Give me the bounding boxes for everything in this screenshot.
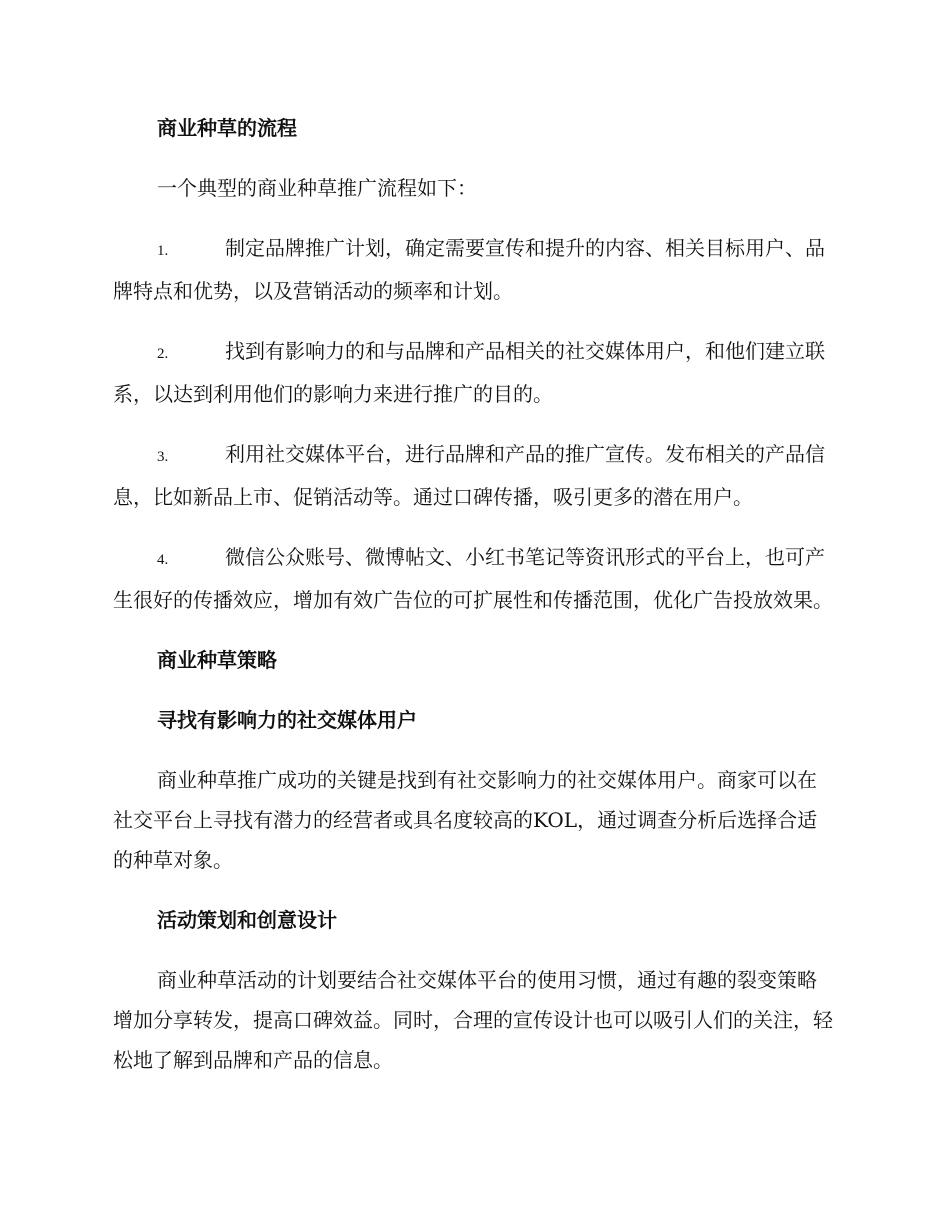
list-text: 微信公众账号、微博帖文、小红书笔记等资讯形式的平台上，也可产生很好的传播效应，增加有效广告位的可扩展性和传播范围，优化广告投放效果。 <box>113 545 833 612</box>
influencer-paragraph: 商业种草推广成功的关键是找到有社交影响力的社交媒体用户。商家可以在社交平台上寻找有潜力的经营者或具名度较高的KOL，通过调查分析后选择合适的种草对象。 <box>113 768 818 872</box>
list-number: 4. <box>157 552 169 568</box>
process-heading: 商业种草的流程 <box>157 116 297 140</box>
list-text: 制定品牌推广计划，确定需要宣传和提升的内容、相关目标用户、品牌特点和优势，以及营销活动的频率和计划。 <box>113 236 825 303</box>
list-item <box>113 537 836 620</box>
process-intro: 一个典型的商业种草推广流程如下： <box>157 176 477 200</box>
list-number: 2. <box>157 346 169 362</box>
list-number: 1. <box>157 243 169 259</box>
list-item <box>113 228 836 311</box>
list-text: 利用社交媒体平台，进行品牌和产品的推广宣传。发布相关的产品信息，比如新品上市、促销活动等。通过口碑传播，吸引更多的潜在用户。 <box>113 442 825 509</box>
strategy-heading: 商业种草策略 <box>157 648 277 672</box>
list-item <box>113 331 836 414</box>
list-item <box>113 434 836 517</box>
campaign-paragraph: 商业种草活动的计划要结合社交媒体平台的使用习惯，通过有趣的裂变策略增加分享转发，提高口碑效益。同时，合理的宣传设计也可以吸引人们的关注，轻松地了解到品牌和产品的信息。 <box>113 968 833 1072</box>
list-number: 3. <box>157 449 169 465</box>
list-text: 找到有影响力的和与品牌和产品相关的社交媒体用户，和他们建立联系，以达到利用他们的影响力来进行推广的目的。 <box>113 339 825 406</box>
campaign-heading: 活动策划和创意设计 <box>157 908 337 932</box>
influencer-heading: 寻找有影响力的社交媒体用户 <box>157 708 417 732</box>
